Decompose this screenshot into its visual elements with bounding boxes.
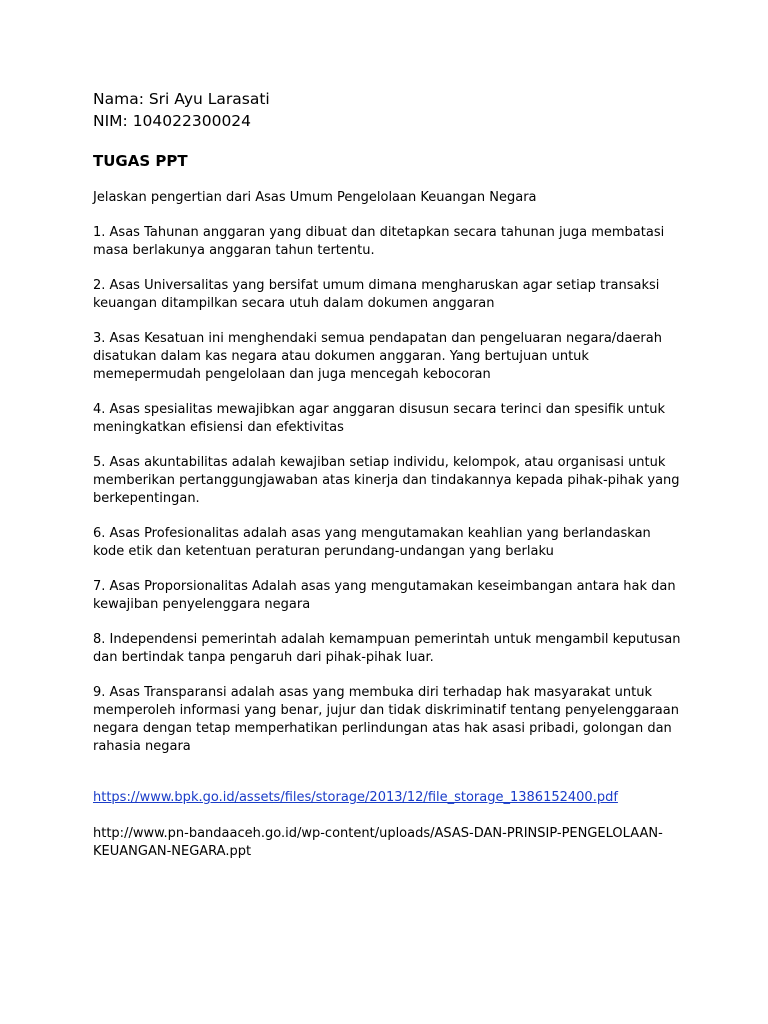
- list-item: 3. Asas Kesatuan ini menghendaki semua pendapatan dan pengeluaran negara/daerah disatukan dalam kas negara atau dokumen anggaran. Yang bertujuan untuk memepermudah pengelolaan dan juga mencegah kebocoran: [93, 331, 662, 382]
- student-name: Nama: Sri Ayu Larasati: [93, 90, 270, 108]
- document-content: [93, 88, 683, 861]
- reference-link-bpk[interactable]: https://www.bpk.go.id/assets/files/storage/2013/12/file_storage_1386152400.pdf: [93, 790, 618, 805]
- document-title: TUGAS PPT: [93, 152, 188, 170]
- list-item: 5. Asas akuntabilitas adalah kewajiban setiap individu, kelompok, atau organisasi untuk memberikan pertanggungjawaban atas kinerja dan tindakannya kepada pihak-pihak yang berkepentingan.: [93, 455, 680, 506]
- list-item: 4. Asas spesialitas mewajibkan agar anggaran disusun secara terinci dan spesifik untuk meningkatkan efisiensi dan efektivitas: [93, 402, 665, 435]
- list-item: 7. Asas Proporsionalitas Adalah asas yang mengutamakan keseimbangan antara hak dan kewajiban penyelenggara negara: [93, 579, 676, 612]
- list-item: 6. Asas Profesionalitas adalah asas yang mengutamakan keahlian yang berlandaskan kode etik dan ketentuan peraturan perundang-undangan yang berlaku: [93, 526, 651, 559]
- list-item: 1. Asas Tahunan anggaran yang dibuat dan ditetapkan secara tahunan juga membatasi masa berlakunya anggaran tahun tertentu.: [93, 225, 665, 258]
- list-item: 8. Independensi pemerintah adalah kemampuan pemerintah untuk mengambil keputusan dan bertindak tanpa pengaruh dari pihak-pihak luar.: [93, 632, 681, 665]
- list-item: 2. Asas Universalitas yang bersifat umum dimana mengharuskan agar setiap transaksi keuangan ditampilkan secara utuh dalam dokumen anggaran: [93, 278, 660, 311]
- list-item: 9. Asas Transparansi adalah asas yang membuka diri terhadap hak masyarakat untuk memperoleh informasi yang benar, jujur dan tidak diskriminatif tentang penyelenggaraan negara dengan tetap memperhatikan perlindungan atas hak asasi pribadi, golongan dan rahasia negara: [93, 685, 679, 754]
- question-text: Jelaskan pengertian dari Asas Umum Pengelolaan Keuangan Negara: [93, 190, 537, 205]
- reference-link-pn-bandaaceh: http://www.pn-bandaaceh.go.id/wp-content/uploads/ASAS-DAN-PRINSIP-PENGELOLAAN-KEUANGAN-NEGARA.ppt: [93, 826, 663, 859]
- student-nim: NIM: 104022300024: [93, 112, 252, 130]
